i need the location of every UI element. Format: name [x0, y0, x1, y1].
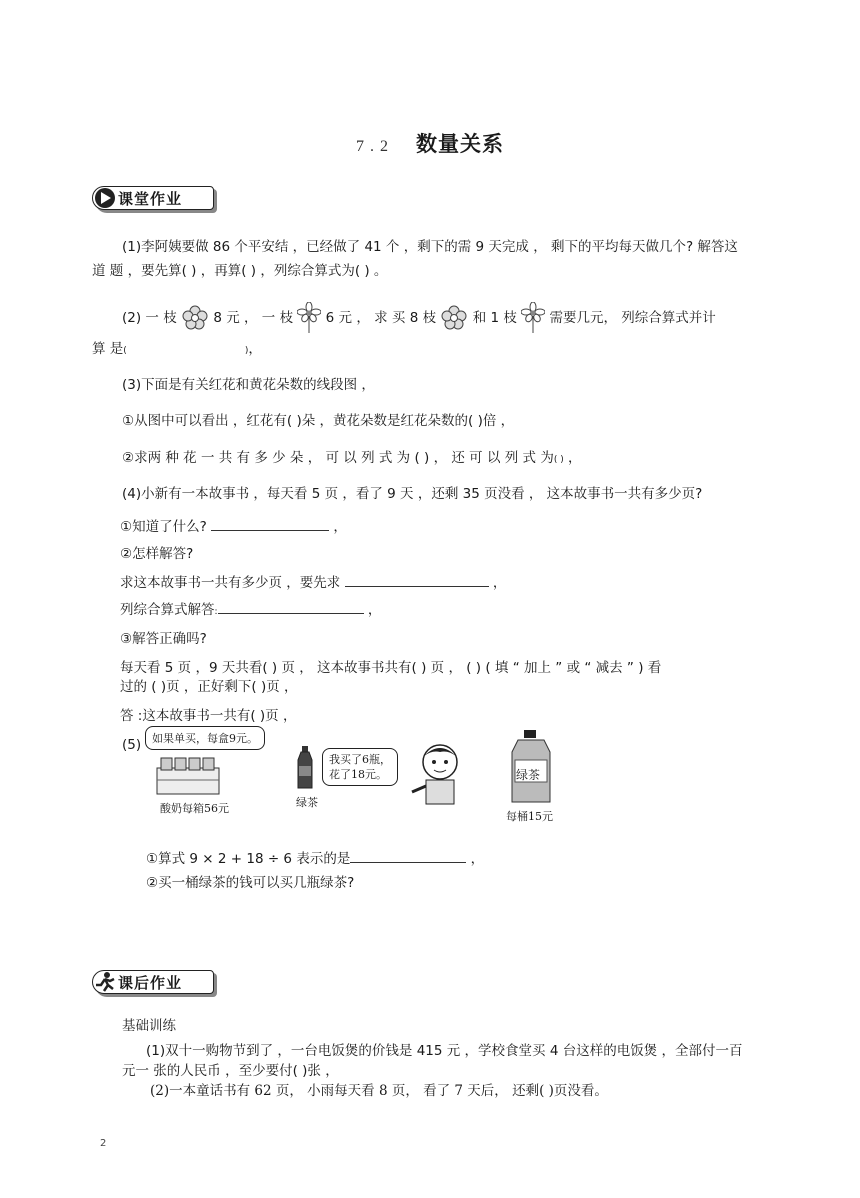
q4-first: 求这本故事书一共有多少页 ，要先求 ， [120, 575, 507, 591]
speech-bubble-single-price: 如果单买，每盒9元。 [145, 726, 265, 750]
bucket-label: 绿茶 [516, 768, 541, 782]
flower-b-icon [297, 302, 321, 334]
q3-s2: ②求两 种 花 一 共 有 多 少 朵 ， 可 以 列 式 为 ( ) ， 还 可 以 列 式 为( ) ， [122, 450, 582, 466]
q4-answer: 答 :这本故事书一共有( )页 ， [120, 708, 297, 724]
flower-b-icon [521, 302, 545, 334]
runner-icon [94, 971, 116, 993]
classwork-label: 课堂作业 [118, 190, 183, 208]
yogurt-price-caption: 酸奶每箱56元 [160, 802, 229, 815]
speech-bubble-bought: 我买了6瓶， 花了18元。 [322, 748, 398, 786]
q4-know: ①知道了什么? ， [120, 519, 347, 535]
flower-a-icon [440, 304, 468, 332]
q3-s1: ①从图中可以看出 ，红花有( )朵 ，黄花朵数是红花朵数的( )倍 ， [122, 413, 515, 429]
section-title: 数量关系 [416, 132, 504, 156]
answer-blank[interactable] [350, 850, 466, 863]
page-title [0, 128, 860, 158]
tea-bottle-icon [296, 746, 314, 790]
q4-correct: ③解答正确吗? [120, 631, 207, 647]
yogurt-box-icon [155, 754, 225, 796]
answer-blank[interactable] [345, 574, 489, 587]
q4-check2: 过的 ( )页 ，正好剩下( )页 ， [120, 679, 298, 695]
flower-a-icon [181, 304, 209, 332]
after-q2: (2)一本童话书有 62 页， 小雨每天看 8 页， 看了 7 天后， 还剩( )页没看。 [150, 1083, 608, 1099]
homework-label: 课后作业 [118, 974, 183, 992]
section-number: 7.2 [356, 138, 394, 155]
tea-caption: 绿茶 [296, 796, 318, 809]
after-q1-line2: 元一 张的人民币 ，至少要付( )张 ， [122, 1063, 339, 1079]
q1-line2: 道 题 ，要先算( ) ，再算( ) ，列综合算式为( ) 。 [92, 263, 388, 279]
q5-s2: ②买一桶绿茶的钱可以买几瓶绿茶? [146, 875, 355, 891]
after-section-label: 基础训练 [122, 1018, 176, 1034]
q5-label: (5) [122, 737, 142, 753]
q2-line1: (2) 一 枝 8 元 ， 一 枝 6 元 ， 求 买 8 枝 和 1 枝 需要几元， 列综合算式并计 [122, 302, 716, 334]
q4-how: ②怎样解答? [120, 546, 194, 562]
boy-icon [410, 740, 468, 806]
q2-line2: 算 是( )， [92, 341, 262, 357]
q3-intro: (3)下面是有关红花和黄花朵数的线段图 ， [122, 377, 375, 393]
answer-blank[interactable] [218, 601, 364, 614]
q1-line1: (1)李阿姨要做 86 个平安结 ，已经做了 41 个 ，剩下的需 9 天完成 ， 剩下的平均每天做几个? 解答这 [122, 239, 738, 255]
q4-intro: (4)小新有一本故事书 ，每天看 5 页 ，看了 9 天 ，还剩 35 页没看 ， 这本故事书一共有多少页? [122, 486, 703, 502]
bucket-price-caption: 每桶15元 [506, 810, 553, 823]
q4-formula: 列综合算式解答: ， [120, 602, 382, 618]
q5-s1: ①算式 9 × 2 + 18 ÷ 6 表示的是 ， [146, 851, 485, 867]
q4-check1: 每天看 5 页 ，9 天共看( ) 页 ， 这本故事书共有( ) 页 ， ( ) ( 填 “ 加上 ” 或 “ 减去 ” ) 看 [120, 660, 662, 676]
page-number: 2 [100, 1138, 107, 1149]
after-q1-line1: (1)双十一购物节到了 ，一台电饭煲的价钱是 415 元 ，学校食堂买 4 台这样的电饭煲 ，全部付一百 [146, 1043, 743, 1059]
play-icon [94, 187, 116, 209]
answer-blank[interactable] [211, 518, 329, 531]
